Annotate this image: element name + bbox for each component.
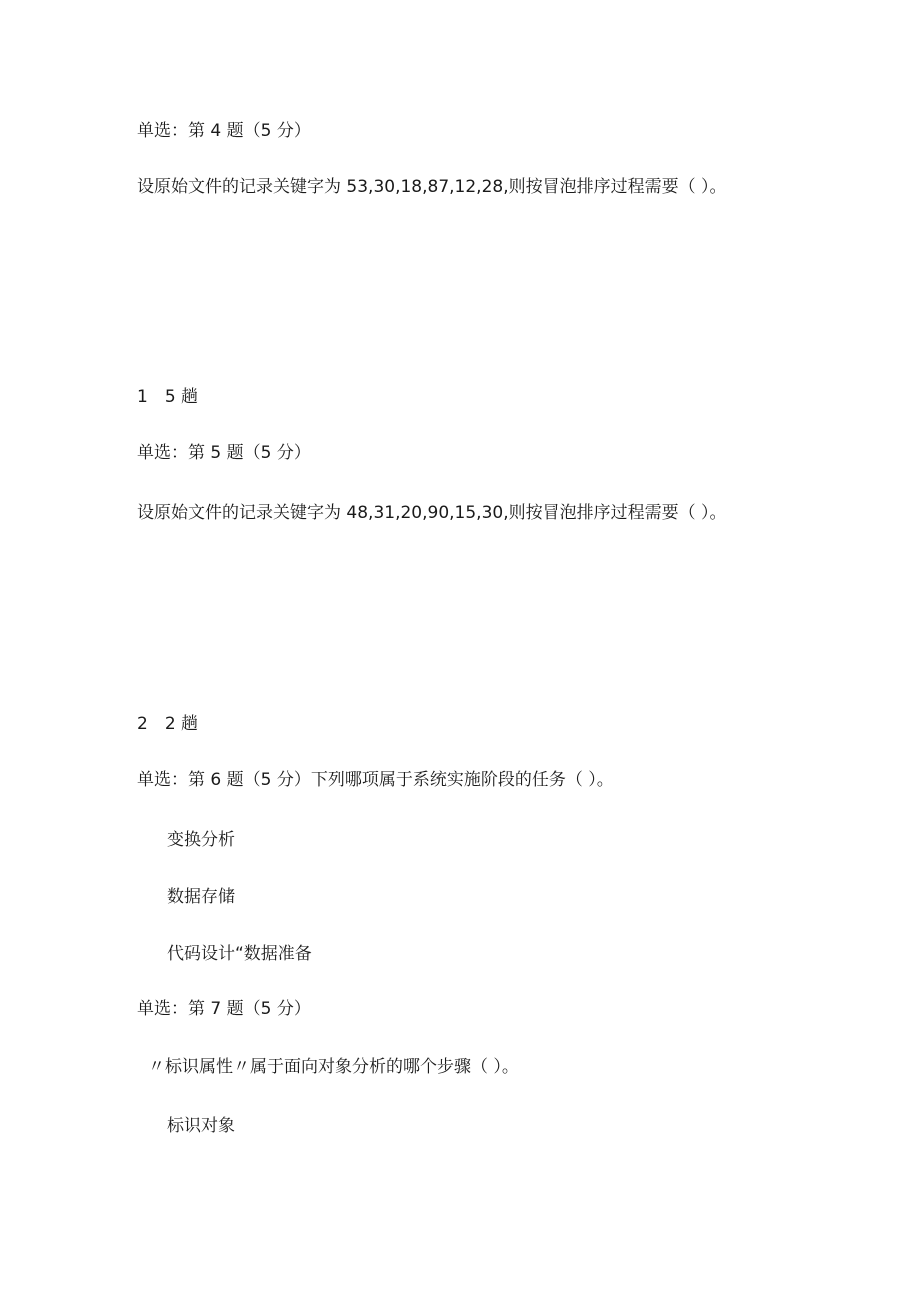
question-7-header: 单选：第 7 题（5 分） xyxy=(137,999,311,1019)
question-6-option: 变换分析 xyxy=(167,830,235,850)
question-7-option: 标识对象 xyxy=(167,1116,235,1136)
answer-text: 2 2 趟 xyxy=(137,714,199,734)
question-5-stem: 设原始文件的记录关键字为 48,31,20,90,15,30,则按冒泡排序过程需要（ ）。 xyxy=(137,503,727,523)
question-4-header: 单选：第 4 题（5 分） xyxy=(137,121,311,141)
question-5-header: 单选：第 5 题（5 分） xyxy=(137,443,311,463)
question-6-header: 单选：第 6 题（5 分）下列哪项属于系统实施阶段的任务（ ）。 xyxy=(137,770,614,790)
question-6-option: 代码设计“数据准备 xyxy=(167,944,312,964)
answer-text: 1 5 趟 xyxy=(137,387,199,407)
question-7-stem: 〃标识属性〃属于面向对象分析的哪个步骤（ ）。 xyxy=(148,1057,519,1077)
question-6-option: 数据存储 xyxy=(167,887,235,907)
question-4-stem: 设原始文件的记录关键字为 53,30,18,87,12,28,则按冒泡排序过程需要（ ）。 xyxy=(137,177,727,197)
